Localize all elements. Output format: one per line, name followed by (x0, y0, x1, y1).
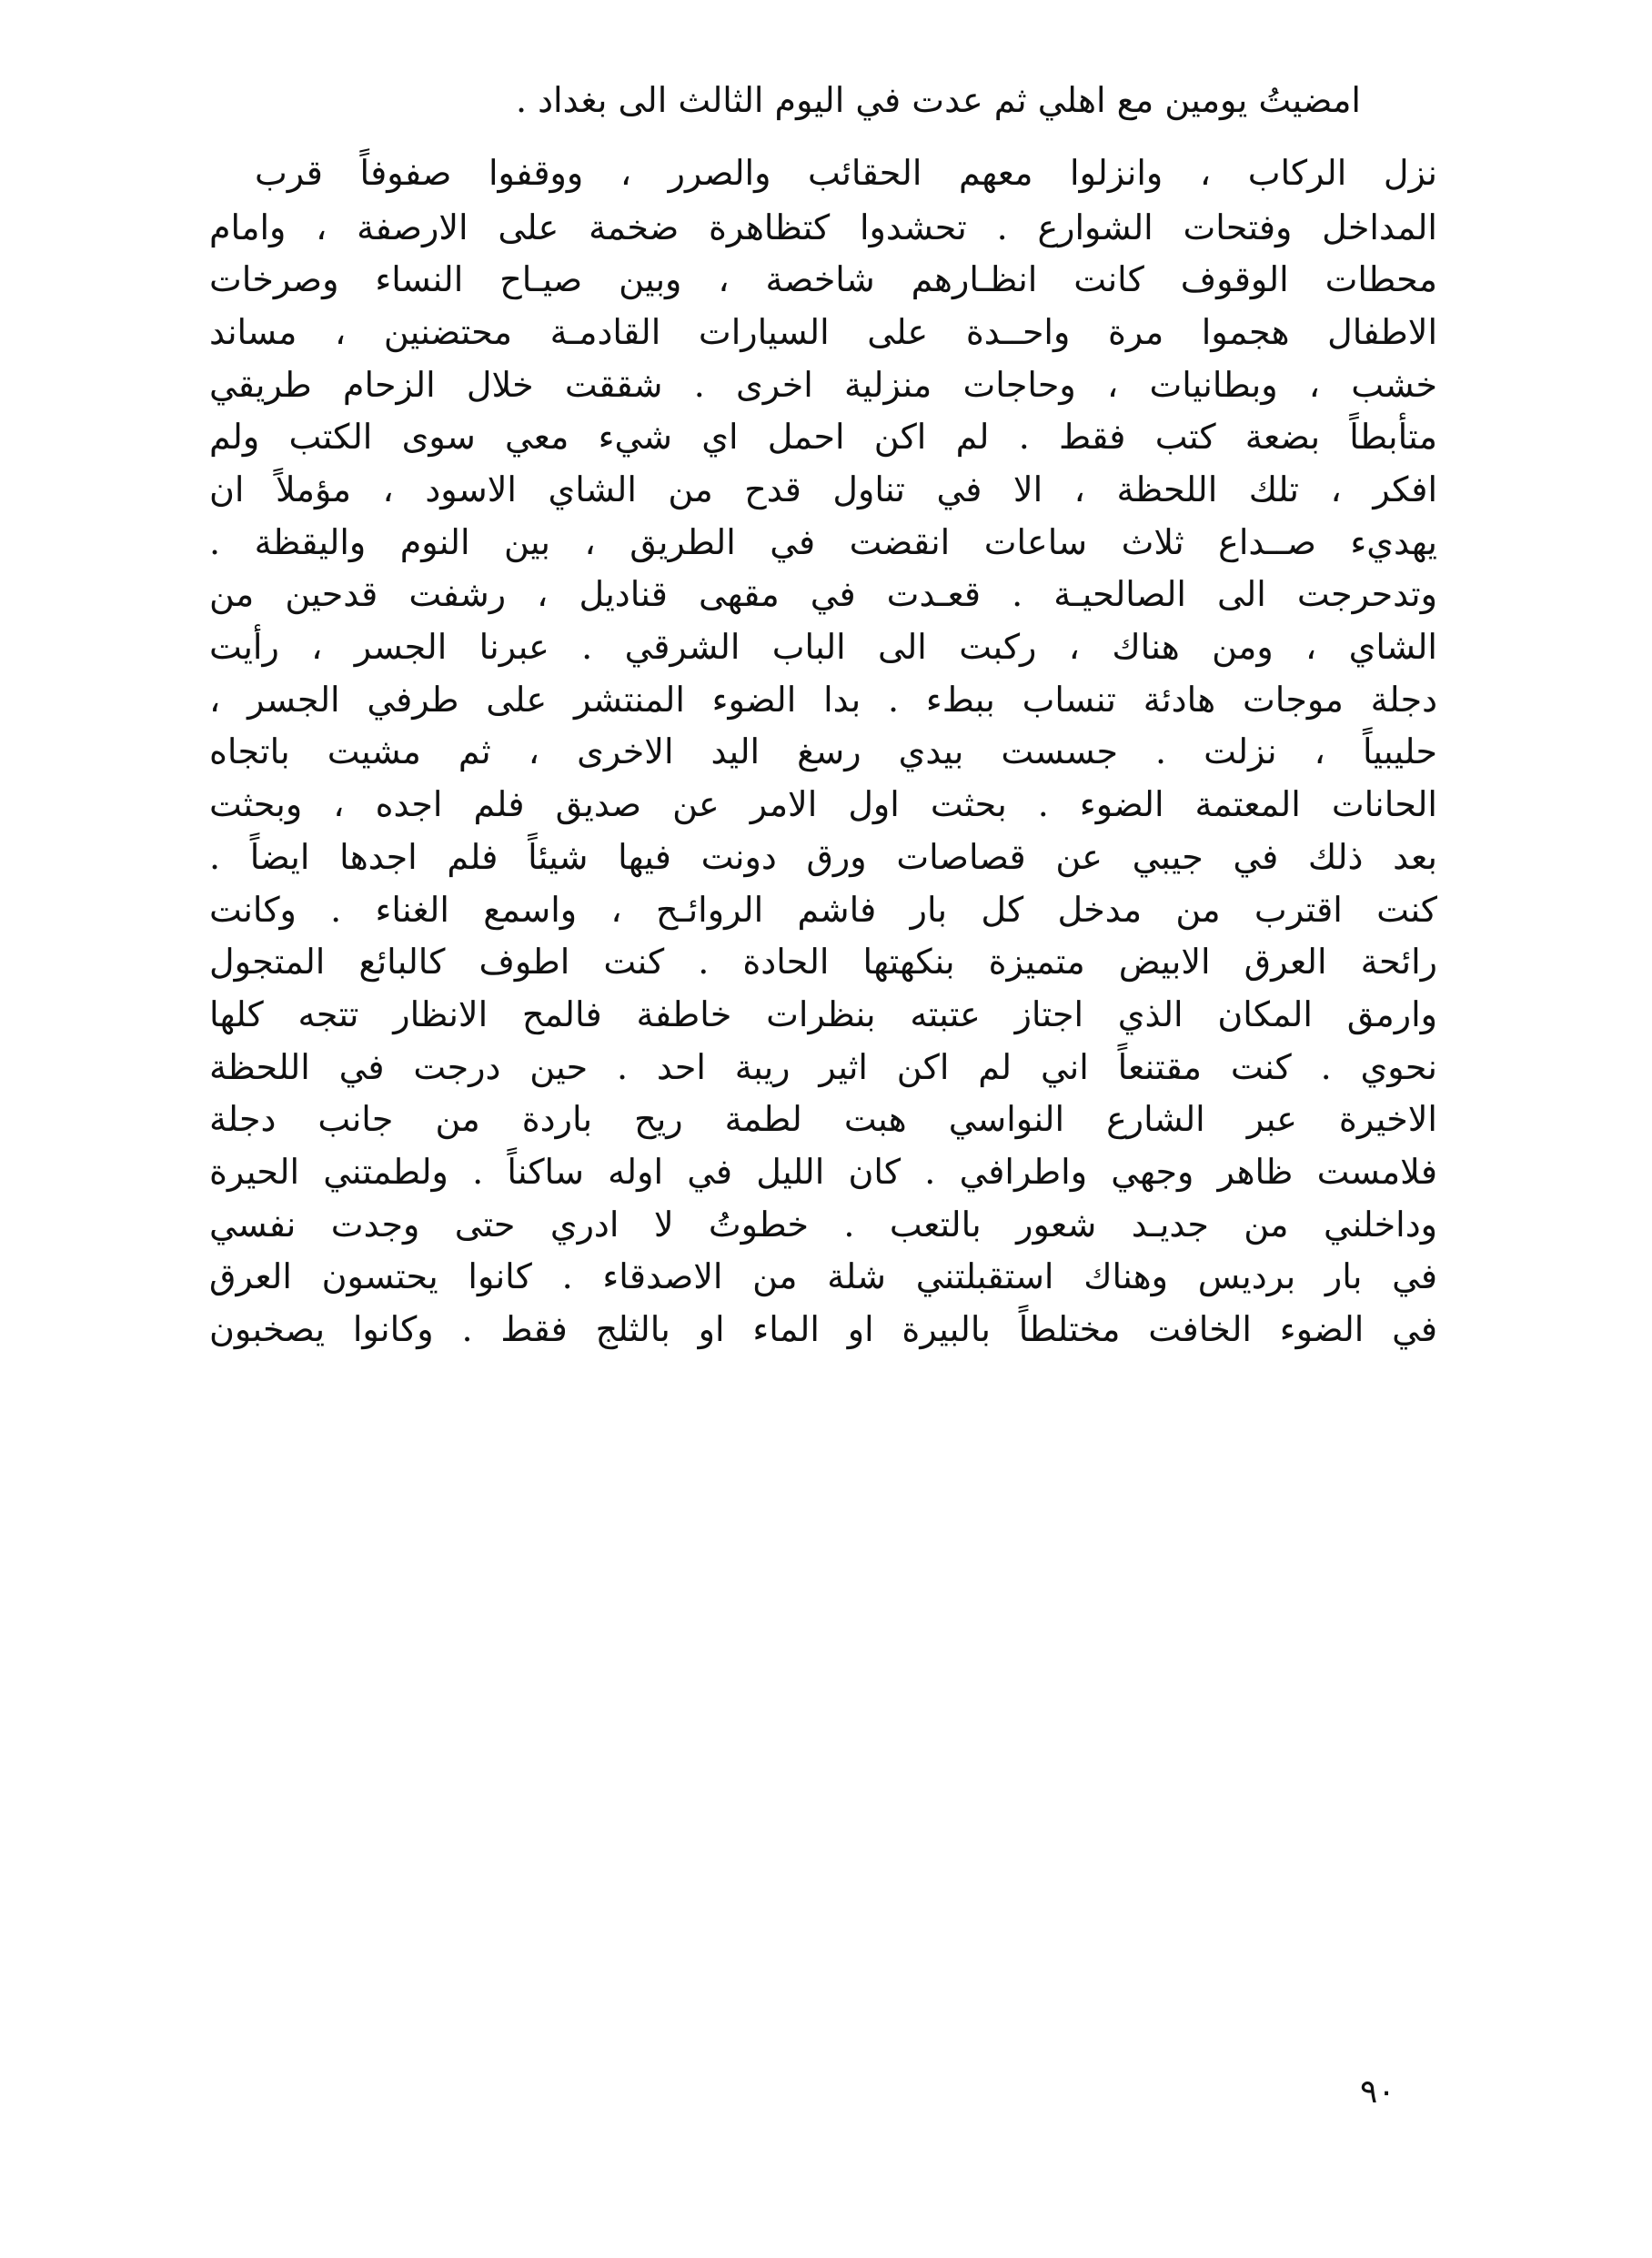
text-line-5: الاطفال هجموا مرة واحــدة على السيارات القادمـة محتضنين ، مساند (209, 312, 1437, 352)
text-line-18: وارمق المكان الذي اجتاز عتبته بنظرات خاطفة فالمح الانظار تتجه كلها (209, 994, 1437, 1034)
text-line-11: الشاي ، ومن هناك ، ركبت الى الباب الشرقي . عبرنا الجسر ، رأيت (209, 627, 1437, 667)
text-line-15: بعد ذلك في جيبي عن قصاصات ورق دونت فيها شيئاً فلم اجدها ايضاً . (209, 837, 1437, 877)
text-line-12: دجلة موجات هادئة تنساب ببطء . بدا الضوء المنتشر على طرفي الجسر ، (209, 680, 1437, 720)
text-line-21: فلامست ظاهر وجهي واطرافي . كان الليل في اوله ساكناً . ولطمتني الحيرة (209, 1152, 1437, 1192)
text-line-3: المداخل وفتحات الشوارع . تحشدوا كتظاهرة ضخمة على الارصفة ، وامام (209, 207, 1437, 247)
text-line-8: افكر ، تلك اللحظة ، الا في تناول قدح من الشاي الاسود ، مؤملاً ان (209, 469, 1437, 509)
text-line-16: كنت اقترب من مدخل كل بار فاشم الروائـح ، واسمع الغناء . وكانت (209, 890, 1437, 930)
text-line-1: امضيتُ يومين مع اهلي ثم عدت في اليوم الثالث الى بغداد . (515, 80, 1361, 120)
text-line-17: رائحة العرق الابيض متميزة بنكهتها الحادة . كنت اطوف كالبائع المتجول (209, 942, 1437, 982)
text-line-7: متأبطاً بضعة كتب فقط . لم اكن احمل اي شيء معي سوى الكتب ولم (209, 417, 1437, 457)
page-number: ٩٠ (1360, 2073, 1395, 2111)
text-line-4: محطات الوقوف كانت انظـارهم شاخصة ، وبين صيـاح النساء وصرخات (209, 259, 1437, 299)
text-line-10: وتدحرجت الى الصالحيـة . قعـدت في مقهى قناديل ، رشفت قدحين من (209, 574, 1437, 614)
text-line-2: نزل الركاب ، وانزلوا معهم الحقائب والصرر ، ووقفوا صفوفاً قرب (255, 153, 1437, 193)
text-line-13: حليبياً ، نزلت . جسست بيدي رسغ اليد الاخرى ، ثم مشيت باتجاه (209, 731, 1437, 771)
text-line-6: خشب ، وبطانيات ، وحاجات منزلية اخرى . شققت خلال الزحام طريقي (209, 365, 1437, 405)
text-line-24: في الضوء الخافت مختلطاً بالبيرة او الماء او بالثلج فقط . وكانوا يصخبون (209, 1309, 1437, 1349)
text-line-23: في بار برديس وهناك استقبلتني شلة من الاصدقاء . كانوا يحتسون العرق (209, 1256, 1437, 1296)
text-line-14: الحانات المعتمة الضوء . بحثت اول الامر عن صديق فلم اجده ، وبحثت (209, 784, 1437, 824)
text-line-9: يهديء صــداع ثلاث ساعات انقضت في الطريق ، بين النوم واليقظة . (209, 522, 1437, 562)
text-line-22: وداخلني من جديـد شعور بالتعب . خطوتُ لا ادري حتى وجدت نفسي (209, 1205, 1437, 1245)
text-line-20: الاخيرة عبر الشارع النواسي هبت لطمة ريح باردة من جانب دجلة (209, 1099, 1437, 1139)
text-line-19: نحوي . كنت مقتنعاً اني لم اكن اثير ريبة احد . حين درجت في اللحظة (209, 1047, 1437, 1087)
